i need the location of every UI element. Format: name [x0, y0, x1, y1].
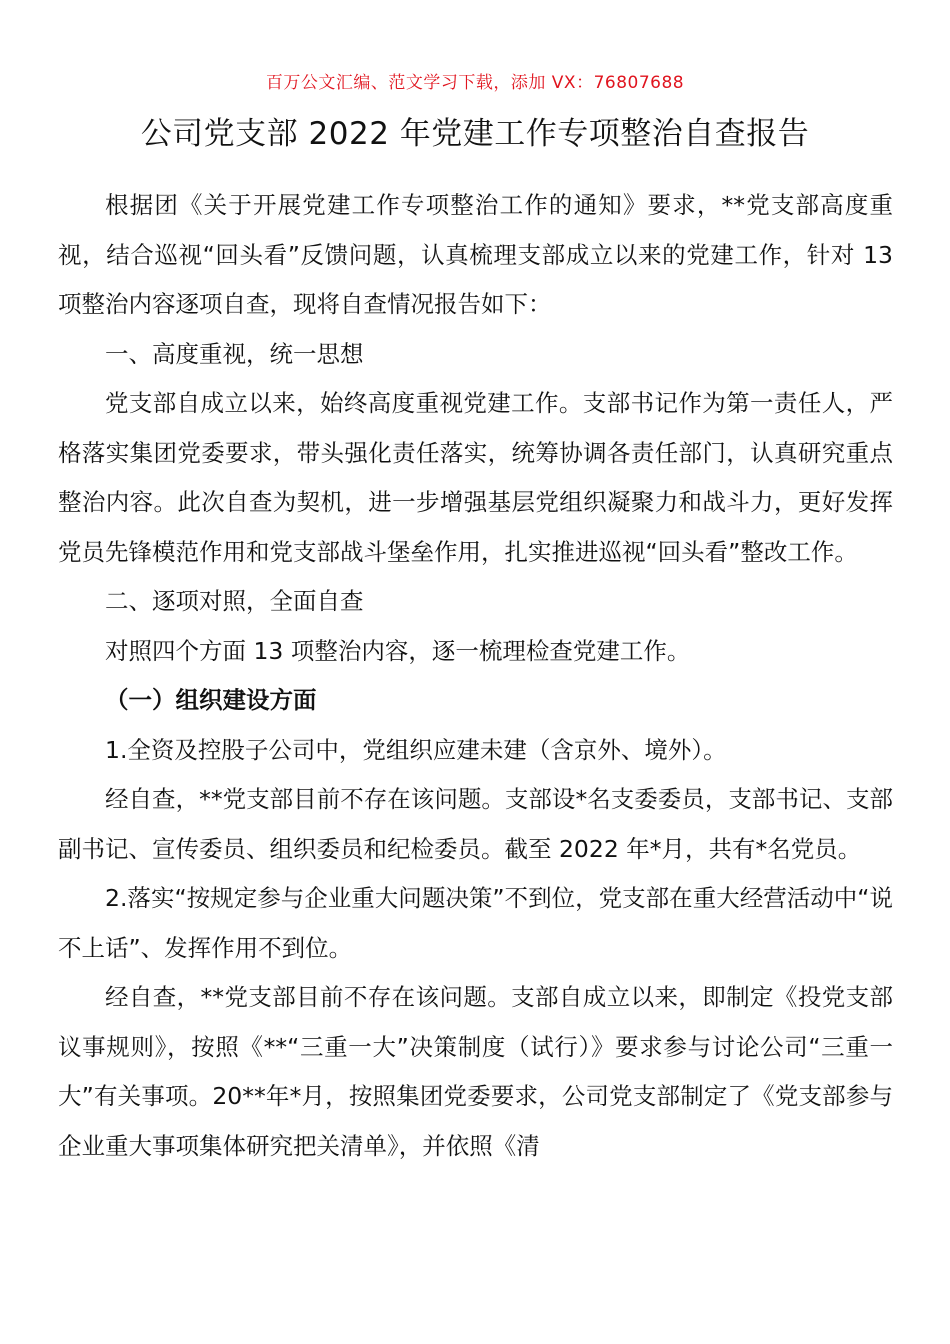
- section-body-2: 对照四个方面 13 项整治内容，逐一梳理检查党建工作。: [105, 636, 691, 665]
- page-title: 公司党支部 2022 年党建工作专项整治自查报告: [140, 116, 810, 152]
- document-body: [58, 181, 893, 1171]
- item-body-1: 经自查，**党支部目前不存在该问题。支部设*名支委委员，支部书记、支部副书记、宣传委员、组织委员和纪检委员。截至 2022 年*月，共有*名党员。: [58, 785, 893, 863]
- subsection-heading-1: （一）组织建设方面: [105, 686, 317, 714]
- item-body-2: 经自查，**党支部目前不存在该问题。支部自成立以来，即制定《投党支部议事规则》，按照《**“三重一大”决策制度（试行）》要求参与讨论公司“三重一大”有关事项。20**年*月，按照集团党委要求，公司党支部制定了《党支部参与企业重大事项集体研究把关清单》，并依照《清: [58, 983, 893, 1160]
- section-body-1: 党支部自成立以来，始终高度重视党建工作。支部书记作为第一责任人，严格落实集团党委要求，带头强化责任落实，统筹协调各责任部门，认真研究重点整治内容。此次自查为契机，进一步增强基层党组织凝聚力和战斗力，更好发挥党员先锋模范作用和党支部战斗堡垒作用，扎实推进巡视“回头看”整改工作。: [58, 389, 893, 566]
- section-heading-2: 二、逐项对照，全面自查: [105, 587, 364, 615]
- item-title-2: 2.落实“按规定参与企业重大问题决策”不到位，党支部在重大经营活动中“说不上话”、发挥作用不到位。: [58, 884, 893, 962]
- intro-paragraph: 根据团《关于开展党建工作专项整治工作的通知》要求，**党支部高度重视，结合巡视“回头看”反馈问题，认真梳理支部成立以来的党建工作，针对 13 项整治内容逐项自查，现将自查情况报告如下：: [58, 191, 893, 318]
- header-note: 百万公文汇编、范文学习下载，添加 VX：76807688: [265, 73, 685, 93]
- item-title-1: 1.全资及控股子公司中，党组织应建未建（含京外、境外）。: [105, 735, 727, 764]
- section-heading-1: 一、高度重视，统一思想: [105, 339, 364, 368]
